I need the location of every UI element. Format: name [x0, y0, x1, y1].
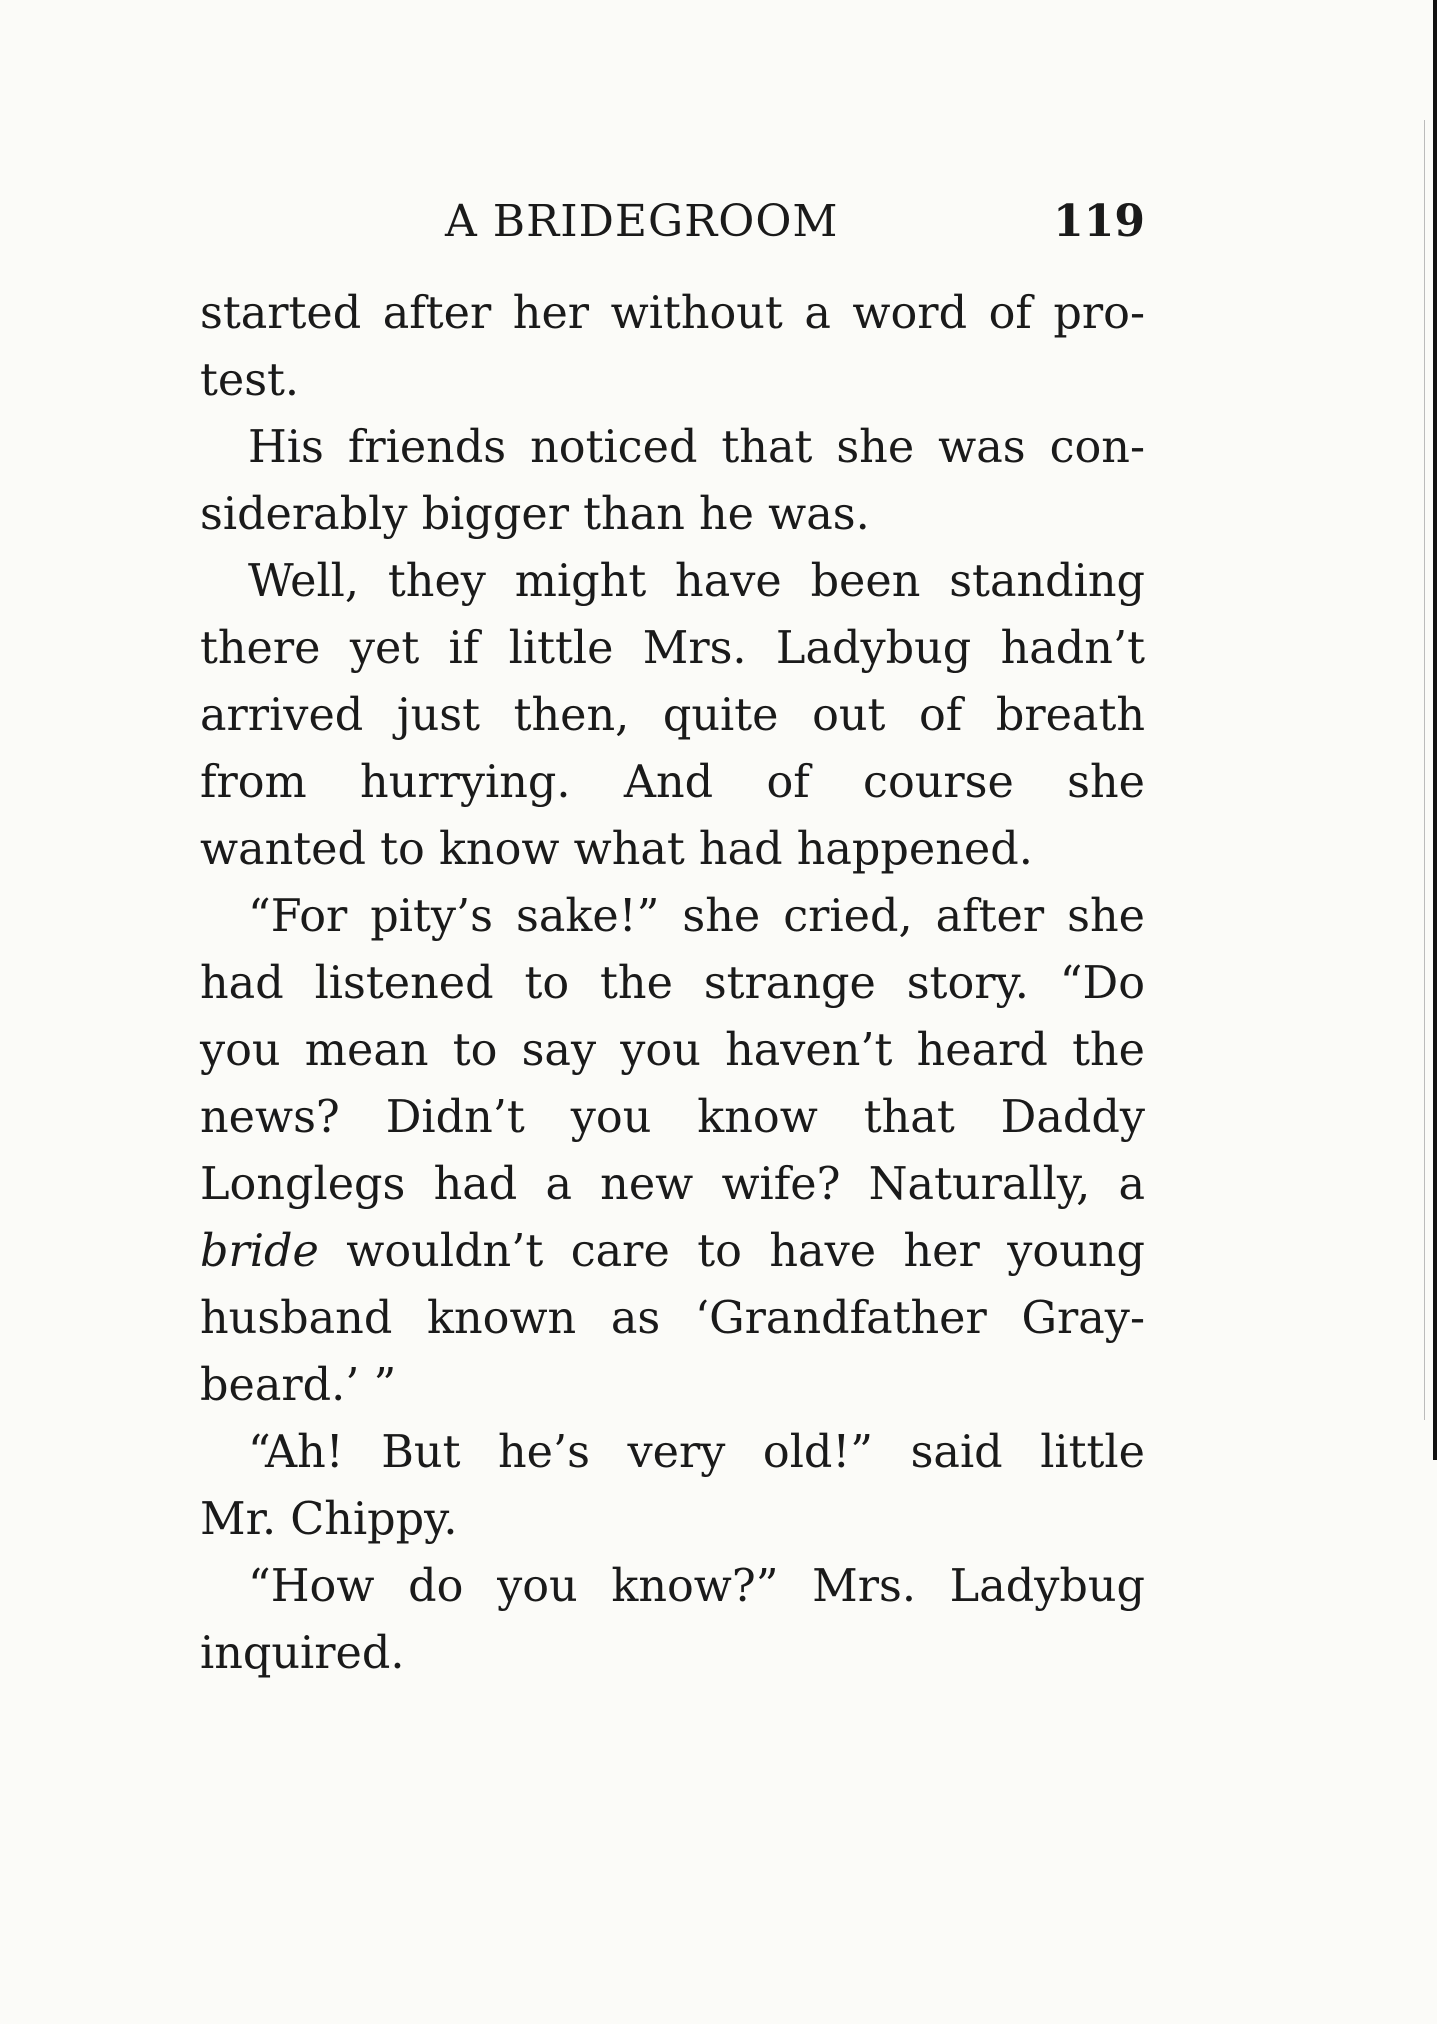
- text-line: Well, they might have been standing: [248, 556, 1145, 607]
- text-line-with-italic: [200, 1218, 1145, 1285]
- text-line: Longlegs had a new wife? Naturally, a: [200, 1159, 1145, 1210]
- text-line: started after her without a word of pro-: [200, 288, 1145, 339]
- text-line-rest: wouldn’t care to have her young: [346, 1226, 1146, 1277]
- paragraph: [200, 548, 1145, 883]
- paragraph: [200, 414, 1145, 548]
- text-line: from hurrying. And of course she: [200, 757, 1145, 808]
- text-line: “Ah! But he’s very old!” said little: [248, 1427, 1145, 1478]
- paragraph: [200, 1419, 1145, 1553]
- text-line: wanted to know what had happened.: [200, 824, 1033, 875]
- text-line: “How do you know?” Mrs. Ladybug: [248, 1561, 1145, 1612]
- page-edge-shadow: [1433, 0, 1437, 1460]
- page-header: [200, 196, 1145, 256]
- page-edge-line: [1424, 120, 1425, 1420]
- text-line: had listened to the strange story. “Do: [200, 958, 1145, 1009]
- text-line: siderably bigger than he was.: [200, 489, 870, 540]
- text-line: test.: [200, 355, 300, 406]
- text-line: arrived just then, quite out of breath: [200, 690, 1145, 741]
- text-line: there yet if little Mrs. Ladybug hadn’t: [200, 623, 1145, 674]
- text-line: His friends noticed that she was con-: [248, 422, 1145, 473]
- page-number: 119: [1053, 196, 1145, 247]
- text-line: inquired.: [200, 1628, 405, 1679]
- paragraph: [200, 1553, 1145, 1687]
- text-line: news? Didn’t you know that Daddy: [200, 1092, 1145, 1143]
- running-head: A BRIDEGROOM: [445, 196, 839, 247]
- paragraph: [200, 883, 1145, 1419]
- paragraph: [200, 280, 1145, 414]
- text-line: “For pity’s sake!” she cried, after she: [248, 891, 1145, 942]
- text-line: Mr. Chippy.: [200, 1494, 458, 1545]
- text-line: husband known as ‘Grandfather Gray-: [200, 1293, 1145, 1344]
- text-line: you mean to say you haven’t heard the: [200, 1025, 1145, 1076]
- italic-word: bride: [200, 1226, 319, 1277]
- body-text: [200, 280, 1145, 1687]
- text-line: beard.’ ”: [200, 1360, 397, 1411]
